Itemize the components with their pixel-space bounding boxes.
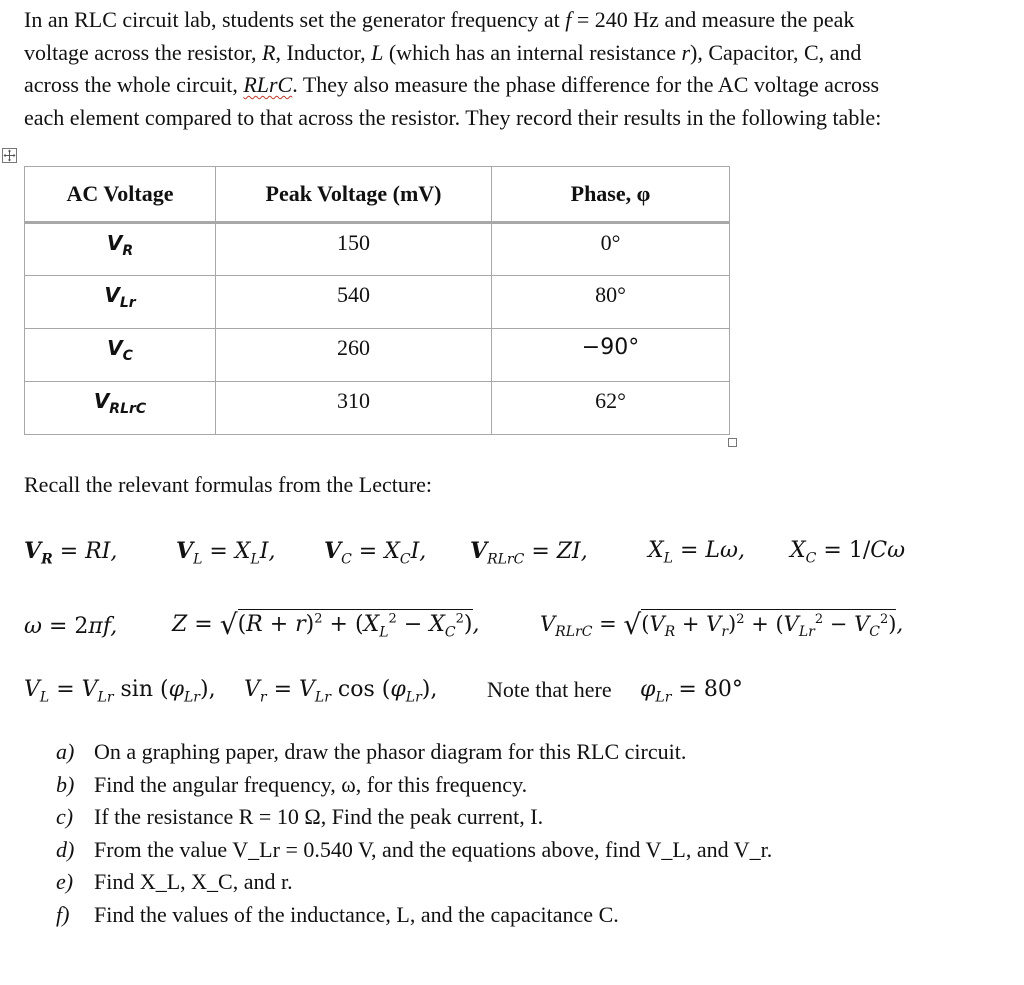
header-ac-voltage: AC Voltage (25, 167, 216, 223)
table-row (25, 382, 730, 435)
cell-symbol: $V_{RLrC}$ (25, 382, 216, 435)
cell-symbol: $V_{Lr}$ (25, 276, 216, 329)
intro-line-2: voltage across the resistor, R, Inductor, L (which has an internal resistance r), Capacitor, C, and (24, 39, 862, 65)
formula-vrlrc-root: $V_{RLrC} = √(V_R + V_r)^2 + (V_{Lr}^2 - V_C^2)$, (540, 608, 904, 641)
list-item: c) If the resistance R = 10 Ω, Find the peak current, I. (56, 804, 544, 829)
voltage-table (24, 166, 730, 435)
cell-phase: 62° (492, 382, 730, 435)
formula-phi-lr: $\varphi_{Lr} = 80^\circ$ (640, 677, 743, 706)
recall-text: Recall the relevant formulas from the Lecture: (24, 472, 433, 497)
table-resize-handle[interactable] (728, 438, 737, 447)
cell-symbol: $V_C$ (25, 329, 216, 382)
intro-line-3: across the whole circuit, RLrC. They also measure the phase difference for the AC voltage across (24, 72, 880, 97)
intro-line-1: In an RLC circuit lab, students set the generator frequency at f = 240 Hz and measure the peak (24, 7, 855, 32)
formula-vl-sin: $V_L = V_{Lr}$ $\sin (\varphi_{Lr})$, (24, 677, 216, 706)
formula-impedance: $Z = √(R + r)^2 + (X_L^2 - X_C^2)$, (172, 608, 480, 641)
list-item: b) Find the angular frequency, ω, for this frequency. (56, 771, 528, 797)
table-row (25, 276, 730, 329)
formula-xc: $X_C = 1/C\omega$ (790, 538, 906, 567)
intro-line-4: each element compared to that across the resistor. They record their results in the following table: (24, 104, 882, 130)
list-item: a) On a graphing paper, draw the phasor diagram for this RLC circuit. (56, 739, 687, 764)
formula-vr-cos: $V_r = V_{Lr}$ $\cos (\varphi_{Lr})$, (244, 677, 438, 706)
cell-phase: 0° (492, 223, 730, 276)
table-row (25, 329, 730, 382)
table-header-row (25, 167, 730, 223)
question-list (56, 736, 772, 931)
cell-phase: 80° (492, 276, 730, 329)
header-phase: Phase, φ (492, 167, 730, 223)
cell-symbol: $V_R$ (25, 223, 216, 276)
formula-vr: $V_R$ = RI, (24, 538, 118, 568)
header-peak-voltage: Peak Voltage (mV) (216, 167, 492, 223)
table-move-handle-icon[interactable] (2, 148, 17, 163)
table-row (25, 223, 730, 276)
formula-vl: $V_L = X_LI$, (176, 538, 276, 568)
cell-peak: 310 (216, 382, 492, 435)
problem-intro (24, 4, 1004, 134)
cell-phase: −90° (492, 329, 730, 382)
spellcheck-word[interactable]: RLrC (243, 72, 293, 97)
formula-vrlrc: $V_{RLrC}$ = ZI, (470, 538, 588, 568)
formula-omega: ω = 2πf, (24, 614, 118, 639)
formula-vc: $V_C = X_CI$, (324, 538, 427, 568)
list-item: e) Find X_L, X_C, and r. (56, 869, 293, 894)
list-item: f) Find the values of the inductance, L, and the capacitance C. (56, 901, 619, 927)
list-item: d) From the value V_Lr = 0.540 V, and the equations above, find V_L, and V_r. (56, 836, 773, 862)
cell-peak: 260 (216, 329, 492, 382)
formula-xl: $X_L = L\omega$, (648, 538, 745, 567)
note-text: Note that here (487, 677, 612, 702)
cell-peak: 540 (216, 276, 492, 329)
cell-peak: 150 (216, 223, 492, 276)
